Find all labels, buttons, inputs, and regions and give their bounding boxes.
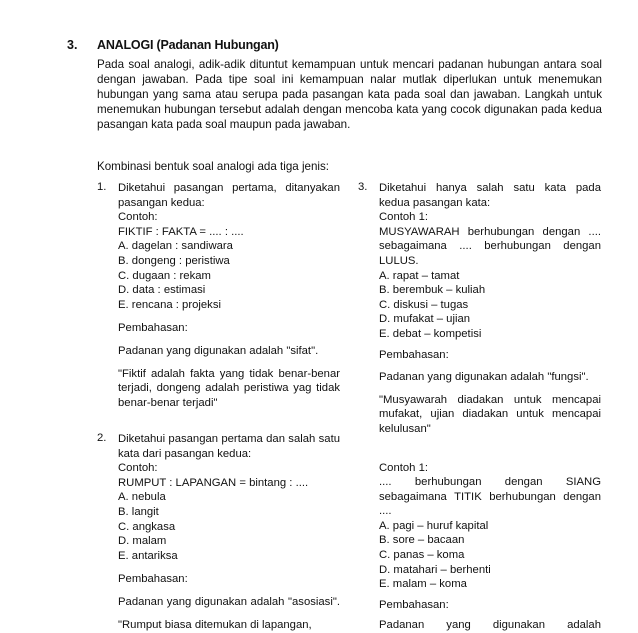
type-2-heading: Diketahui pasangan pertama dan salah satu kata dari pasangan kedua: <box>118 433 340 460</box>
type-1-heading: Diketahui pasangan pertama, ditanyakan pasangan kedua: <box>118 182 340 209</box>
type-2-option-e: E. antariksa <box>118 549 178 562</box>
type-1-option-b: B. dongeng : peristiwa <box>118 254 230 267</box>
type-3-example2-label: Contoh 1: <box>379 461 428 474</box>
type-3-example2-question: .... berhubungan dengan SIANG sebagaimana TITIK berhubungan dengan .... <box>379 476 601 518</box>
type-1-number: 1. <box>97 181 107 193</box>
type-1-option-c: C. dugaan : rekam <box>118 269 211 282</box>
section-number: 3. <box>67 38 78 52</box>
intro-paragraph: Pada soal analogi, adik-adik dituntut kemampuan untuk mencari padanan hubungan antara soal dengan jawaban. Pada tipe soal ini kemampuan nalar mutlak diperlukan untuk menemukan hubungan yang sama atau serupa pada pasangan kata pada soal dan jawaban. Langkah untuk menemukan hubungan tersebut adalah dengan mencoba kata yang cocok digunakan pada kedua pasangan kata pada soal maupun pada jawaban. <box>97 58 602 131</box>
type-1-option-d: D. data : estimasi <box>118 284 206 297</box>
type-3-block <box>379 181 601 633</box>
type-2-discussion-label: Pembahasan: <box>118 573 188 586</box>
type-3-example1-discussion-label: Pembahasan: <box>379 348 449 361</box>
type-2-block <box>118 432 340 632</box>
type-3-example1-question: MUSYAWARAH berhubungan dengan .... sebagaimana .... berhubungan dengan LULUS. <box>379 225 601 267</box>
type-3-example2-option-b: B. sore – bacaan <box>379 534 465 547</box>
type-3-example1-option-e: E. debat – kompetisi <box>379 327 482 340</box>
type-1-explanation: "Fiktif adalah fakta yang tidak benar-benar terjadi, dongeng adalah peristiwa yag tidak benar-benar terjadi" <box>118 367 340 409</box>
type-3-example1-explanation: "Musyawarah diadakan untuk mencapai mufakat, ujian diadakan untuk mencapai kelulusan" <box>379 393 601 435</box>
type-1-block <box>118 181 340 410</box>
type-2-option-a: A. nebula <box>118 491 166 504</box>
type-3-example2-option-d: D. matahari – berhenti <box>379 563 491 576</box>
type-3-example1-option-c: C. diskusi – tugas <box>379 298 469 311</box>
type-2-option-b: B. langit <box>118 505 159 518</box>
section-title: ANALOGI (Padanan Hubungan) <box>97 38 279 52</box>
type-3-example1-label: Contoh 1: <box>379 211 428 224</box>
type-2-explanation-partial: "Rumput biasa ditemukan di lapangan, <box>118 618 312 631</box>
type-3-number: 3. <box>358 181 368 193</box>
type-1-option-a: A. dagelan : sandiwara <box>118 240 233 253</box>
type-2-question: RUMPUT : LAPANGAN = bintang : .... <box>118 476 309 489</box>
type-3-example2-option-c: C. panas – koma <box>379 549 465 562</box>
type-2-number: 2. <box>97 432 107 444</box>
type-3-example2-discussion-label: Pembahasan: <box>379 598 449 611</box>
type-3-example1-option-b: B. berembuk – kuliah <box>379 284 486 297</box>
type-2-answer: Padanan yang digunakan adalah "asosiasi". <box>118 595 340 608</box>
type-1-question: FIKTIF : FAKTA = .... : .... <box>118 225 244 238</box>
type-2-option-d: D. malam <box>118 535 167 548</box>
type-1-answer: Padanan yang digunakan adalah "sifat". <box>118 344 319 357</box>
type-3-heading: Diketahui hanya salah satu kata pada kedua pasangan kata: <box>379 182 601 209</box>
type-1-option-e: E. rencana : projeksi <box>118 298 221 311</box>
type-2-option-c: C. angkasa <box>118 520 176 533</box>
type-3-example1-answer: Padanan yang digunakan adalah "fungsi". <box>379 371 589 384</box>
type-3-example2-option-a: A. pagi – huruf kapital <box>379 519 489 532</box>
type-1-discussion-label: Pembahasan: <box>118 322 188 335</box>
combinations-intro: Kombinasi bentuk soal analogi ada tiga jenis: <box>97 160 330 173</box>
type-3-example2-answer-partial: Padanan yang digunakan adalah <box>379 619 601 632</box>
type-1-example-label: Contoh: <box>118 211 158 224</box>
type-3-example1-option-d: D. mufakat – ujian <box>379 313 471 326</box>
type-3-example1-option-a: A. rapat – tamat <box>379 269 460 282</box>
type-2-example-label: Contoh: <box>118 462 158 475</box>
type-3-example2-option-e: E. malam – koma <box>379 578 467 591</box>
